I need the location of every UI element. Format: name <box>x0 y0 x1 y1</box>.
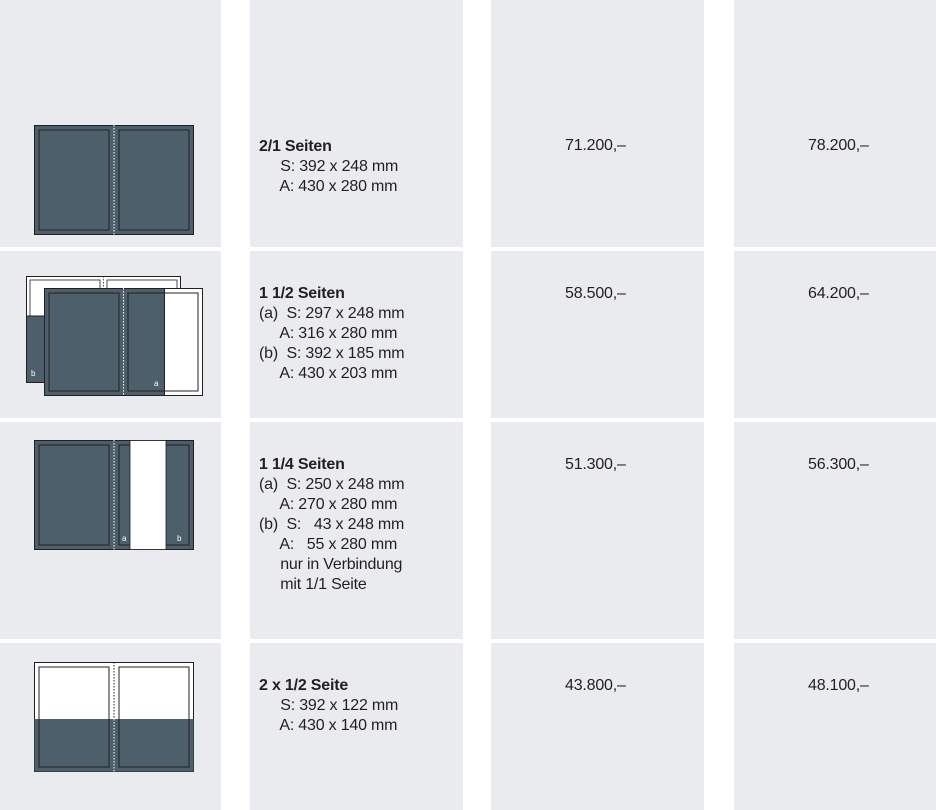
format-title: 1 1/2 Seiten <box>259 285 345 302</box>
format-description <box>259 137 398 197</box>
price-b: 56.300,– <box>808 456 869 473</box>
price-cell <box>734 251 936 418</box>
price-a: 58.500,– <box>565 285 626 302</box>
dimension-line: A: 430 x 280 mm <box>259 178 398 195</box>
marker-a: a <box>154 379 159 388</box>
dimension-line: S: 392 x 122 mm <box>259 697 399 714</box>
marker-a: a <box>122 534 127 543</box>
dimension-line: S: 392 x 248 mm <box>259 158 399 175</box>
dimension-line: nur in Verbindung <box>259 556 403 573</box>
format-title: 2 x 1/2 Seite <box>259 677 349 694</box>
dimension-line: (a) S: 250 x 248 mm <box>259 476 405 493</box>
dimension-line: A: 430 x 140 mm <box>259 717 398 734</box>
marker-b: b <box>31 369 36 378</box>
one-and-half-pages-illustration <box>26 276 204 396</box>
description-cell <box>250 0 463 247</box>
dimension-line: (b) S: 43 x 248 mm <box>259 516 405 533</box>
dimension-line: mit 1/1 Seite <box>259 576 367 593</box>
format-description <box>259 455 404 595</box>
format-title: 2/1 Seiten <box>259 138 332 155</box>
price-a: 51.300,– <box>565 456 626 473</box>
price-cell <box>491 251 704 418</box>
dimension-line: (a) S: 297 x 248 mm <box>259 305 405 322</box>
price-a: 71.200,– <box>565 137 626 154</box>
one-and-quarter-pages-illustration <box>34 440 194 550</box>
price-a: 43.800,– <box>565 677 626 694</box>
price-cell <box>491 643 704 810</box>
marker-b: b <box>177 534 182 543</box>
two-half-pages-illustration <box>34 662 194 772</box>
dimension-line: A: 270 x 280 mm <box>259 496 398 513</box>
format-description <box>259 676 398 736</box>
price-cell <box>491 0 704 247</box>
price-b: 64.200,– <box>808 285 869 302</box>
price-cell <box>734 643 936 810</box>
dimension-line: A: 316 x 280 mm <box>259 325 398 342</box>
price-b: 48.100,– <box>808 677 869 694</box>
price-cell <box>734 0 936 247</box>
dimension-line: A: 430 x 203 mm <box>259 365 398 382</box>
dimension-line: A: 55 x 280 mm <box>259 536 398 553</box>
format-title: 1 1/4 Seiten <box>259 456 345 473</box>
price-b: 78.200,– <box>808 137 869 154</box>
format-description <box>259 284 404 384</box>
double-page-full-illustration <box>34 125 194 235</box>
dimension-line: (b) S: 392 x 185 mm <box>259 345 405 362</box>
